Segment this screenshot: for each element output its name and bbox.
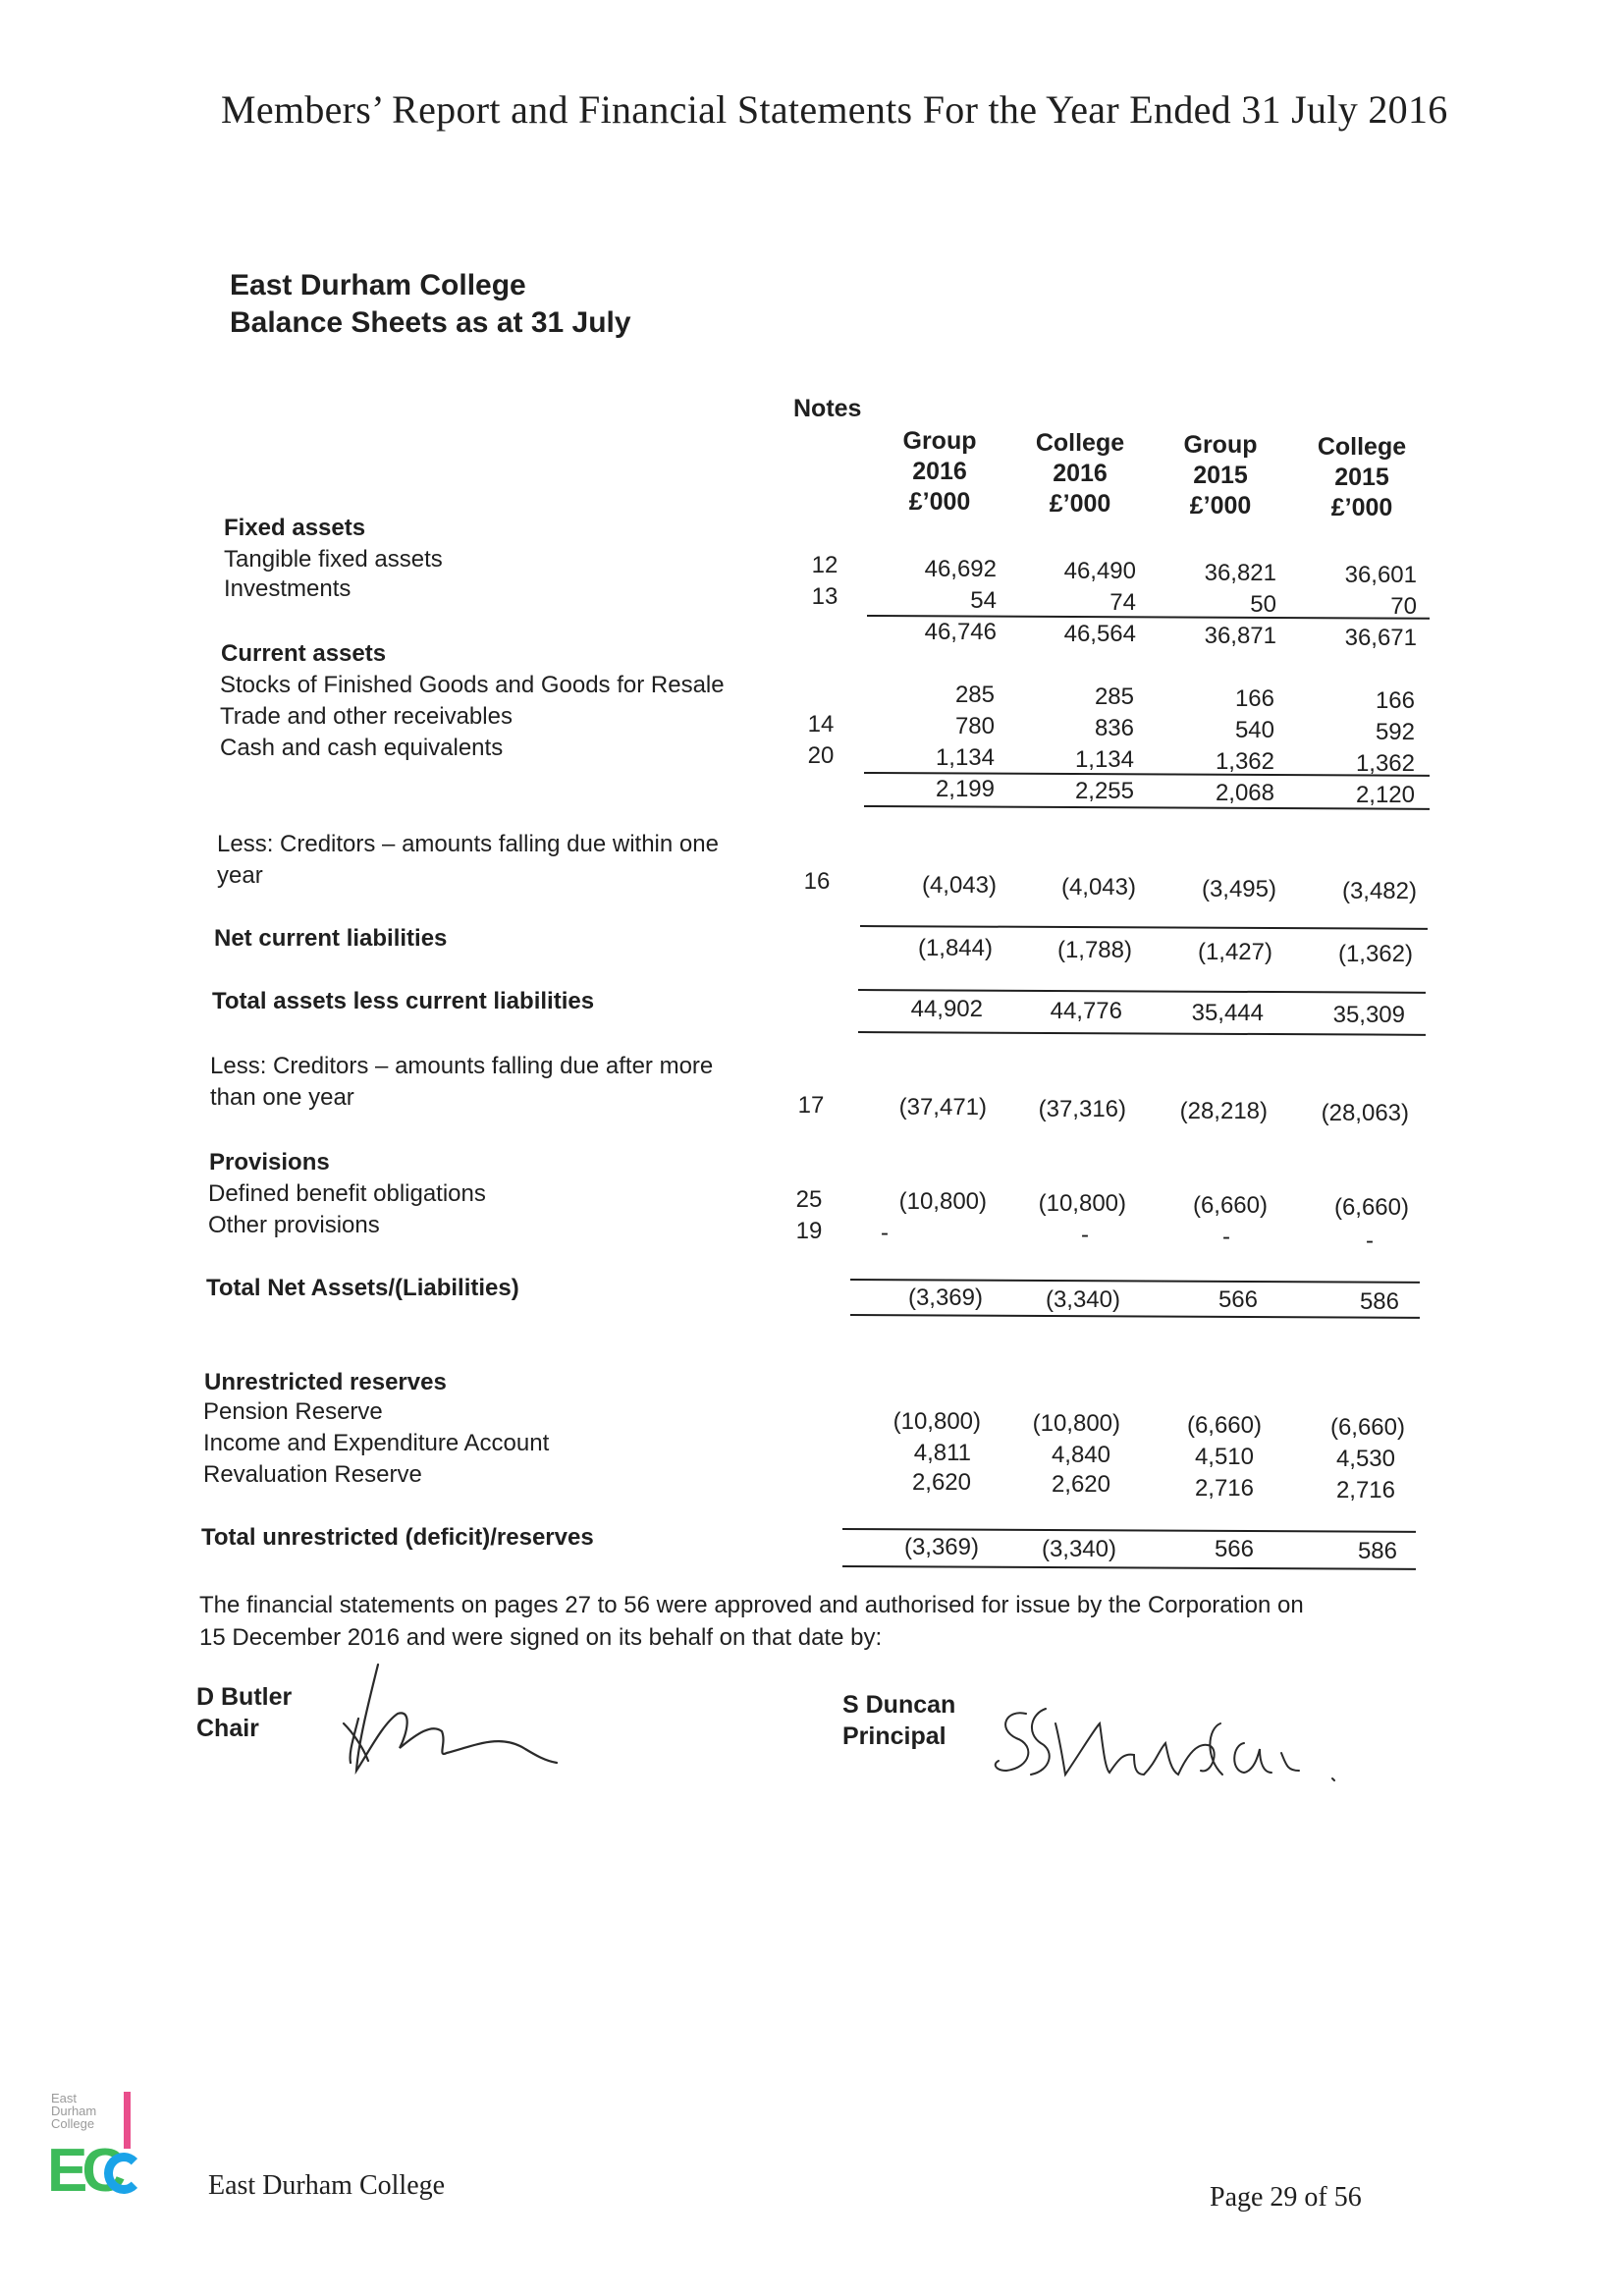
sheet-title: Balance Sheets as at 31 July — [230, 306, 631, 339]
cell-stocks-c16: 285 — [1094, 683, 1134, 710]
cell-defined-benefit-g16: (10,800) — [898, 1188, 987, 1215]
cell-income-exp-c15: 4,530 — [1335, 1446, 1395, 1472]
college-logo — [47, 2091, 165, 2205]
row-note-investments: 13 — [811, 583, 839, 610]
logo-text: East Durham College — [51, 2091, 97, 2131]
cell-current-total-c16: 2,255 — [1074, 778, 1134, 804]
page-header: Members’ Report and Financial Statements For the Year Ended 31 July 2016 — [221, 87, 1448, 132]
cell-investments-c15: 70 — [1390, 593, 1417, 620]
notes-header: Notes — [793, 395, 862, 422]
cell-income-exp-c16: 4,840 — [1051, 1442, 1110, 1468]
row-label-receivables: Trade and other receivables — [220, 703, 513, 730]
cell-other-provisions-c16: - — [1081, 1222, 1089, 1248]
cell-net-current-c16: (1,788) — [1056, 937, 1132, 963]
cell-fixed-total-c15: 36,671 — [1344, 625, 1417, 651]
col-header-college-2015: College 2015 £’000 — [1317, 433, 1407, 521]
row-note-cash: 20 — [807, 742, 835, 769]
cell-creditors-after-c16: (37,316) — [1038, 1096, 1126, 1122]
cell-creditors-after-g15: (28,218) — [1179, 1098, 1268, 1124]
logo-c-icon — [104, 2153, 143, 2194]
col-header-college-2016: College 2016 £’000 — [1035, 429, 1125, 518]
rule-total-unrestricted-under — [842, 1565, 1416, 1570]
rule-total-assets — [858, 989, 1426, 994]
cell-other-provisions-g15: - — [1222, 1224, 1230, 1250]
cell-income-exp-g15: 4,510 — [1194, 1444, 1254, 1470]
row-label-investments: Investments — [224, 575, 352, 602]
cell-total-assets-c16: 44,776 — [1050, 998, 1122, 1024]
cell-pension-g15: (6,660) — [1186, 1412, 1262, 1439]
cell-stocks-g16: 285 — [954, 682, 995, 708]
row-label-creditors-within-2: year — [217, 862, 263, 889]
cell-cash-c16: 1,134 — [1074, 746, 1134, 773]
row-label-creditors-after-2: than one year — [210, 1084, 354, 1111]
section-current-assets: Current assets — [221, 640, 387, 667]
cell-creditors-after-g16: (37,471) — [898, 1094, 987, 1121]
org-title: East Durham College — [230, 269, 526, 301]
cell-total-unrestricted-g16: (3,369) — [903, 1534, 979, 1560]
cell-income-exp-g16: 4,811 — [913, 1440, 971, 1466]
cell-current-total-c15: 2,120 — [1355, 782, 1415, 808]
cell-investments-g15: 50 — [1250, 591, 1276, 618]
cell-cash-g16: 1,134 — [935, 744, 995, 771]
row-label-cash: Cash and cash equivalents — [220, 735, 504, 761]
section-unrestricted: Unrestricted reserves — [204, 1369, 447, 1395]
col-header-group-2016: Group 2016 £’000 — [902, 427, 977, 516]
cell-pension-g16: (10,800) — [893, 1408, 981, 1435]
cell-total-assets-g16: 44,902 — [910, 996, 983, 1022]
cell-current-total-g15: 2,068 — [1215, 780, 1274, 806]
cell-pension-c15: (6,660) — [1329, 1414, 1405, 1441]
cell-cash-c15: 1,362 — [1355, 750, 1415, 777]
cell-investments-g16: 54 — [970, 587, 997, 614]
row-note-creditors-after: 17 — [797, 1092, 825, 1119]
cell-revaluation-g16: 2,620 — [911, 1469, 971, 1496]
row-label-total-net: Total Net Assets/(Liabilities) — [206, 1275, 519, 1301]
cell-total-unrestricted-g15: 566 — [1214, 1536, 1254, 1562]
cell-creditors-within-g15: (3,495) — [1201, 876, 1276, 902]
cell-revaluation-c15: 2,716 — [1335, 1477, 1395, 1503]
cell-creditors-within-c16: (4,043) — [1060, 874, 1136, 901]
footer-page-number: Page 29 of 56 — [1210, 2182, 1362, 2213]
cell-other-provisions-g16: - — [881, 1220, 889, 1246]
row-label-pension: Pension Reserve — [203, 1398, 383, 1425]
cell-defined-benefit-c16: (10,800) — [1038, 1190, 1126, 1217]
cell-tangible-g16: 46,692 — [924, 556, 997, 582]
footer-org: East Durham College — [208, 2170, 446, 2201]
approval-paragraph: The financial statements on pages 27 to 56 were approved and authorised for issue by the Corporation on 15 December 2016 and were signed on its behalf on that date by: — [199, 1592, 1304, 1651]
cell-revaluation-g15: 2,716 — [1194, 1475, 1254, 1502]
signature-chair — [329, 1655, 565, 1782]
section-fixed-assets: Fixed assets — [224, 515, 366, 541]
cell-total-assets-c15: 35,309 — [1332, 1002, 1405, 1028]
cell-net-current-g16: (1,844) — [917, 935, 993, 961]
row-label-creditors-after-1: Less: Creditors – amounts falling due after more — [210, 1053, 714, 1079]
cell-receivables-g16: 780 — [954, 713, 995, 739]
cell-stocks-g15: 166 — [1234, 685, 1274, 712]
cell-tangible-g15: 36,821 — [1204, 560, 1276, 586]
cell-total-net-c16: (3,340) — [1045, 1286, 1120, 1313]
cell-creditors-after-c15: (28,063) — [1321, 1100, 1409, 1126]
row-label-income-exp: Income and Expenditure Account — [203, 1430, 550, 1456]
cell-receivables-g15: 540 — [1234, 717, 1274, 743]
section-provisions: Provisions — [209, 1149, 330, 1175]
row-label-tangible: Tangible fixed assets — [224, 546, 443, 573]
rule-net-current — [860, 925, 1428, 930]
row-label-creditors-within-1: Less: Creditors – amounts falling due within one — [217, 831, 719, 857]
cell-defined-benefit-c15: (6,660) — [1333, 1194, 1409, 1221]
logo-bar-icon — [124, 2092, 131, 2149]
row-label-defined-benefit: Defined benefit obligations — [208, 1180, 486, 1207]
cell-creditors-within-c15: (3,482) — [1341, 878, 1417, 904]
cell-current-total-g16: 2,199 — [935, 776, 995, 802]
cell-defined-benefit-g15: (6,660) — [1192, 1192, 1268, 1219]
row-label-stocks: Stocks of Finished Goods and Goods for Resale — [220, 672, 725, 698]
row-note-receivables: 14 — [807, 711, 835, 738]
cell-investments-c16: 74 — [1109, 589, 1136, 616]
row-label-revaluation: Revaluation Reserve — [203, 1461, 422, 1488]
cell-fixed-total-c16: 46,564 — [1063, 621, 1136, 647]
cell-pension-c16: (10,800) — [1032, 1410, 1120, 1437]
cell-net-current-g15: (1,427) — [1197, 939, 1272, 965]
cell-receivables-c16: 836 — [1094, 715, 1134, 741]
rule-total-unrestricted — [842, 1528, 1416, 1533]
cell-revaluation-c16: 2,620 — [1051, 1471, 1110, 1498]
cell-fixed-total-g16: 46,746 — [924, 619, 997, 645]
cell-total-net-g15: 566 — [1217, 1286, 1258, 1313]
cell-cash-g15: 1,362 — [1215, 748, 1274, 775]
row-note-defined-benefit: 25 — [795, 1186, 823, 1213]
signatory-principal: S Duncan Principal — [842, 1691, 956, 1750]
col-header-group-2015: Group 2015 £’000 — [1183, 431, 1258, 519]
cell-total-unrestricted-c15: 586 — [1357, 1538, 1397, 1564]
cell-fixed-total-g15: 36,871 — [1204, 623, 1276, 649]
cell-total-assets-g15: 35,444 — [1191, 1000, 1264, 1026]
row-label-total-unrestricted: Total unrestricted (deficit)/reserves — [201, 1524, 594, 1551]
rule-total-assets-under — [858, 1031, 1426, 1036]
cell-other-provisions-c15: - — [1366, 1228, 1374, 1254]
signatory-chair: D Butler Chair — [196, 1683, 293, 1742]
cell-stocks-c15: 166 — [1375, 687, 1415, 714]
cell-total-unrestricted-c16: (3,340) — [1041, 1536, 1116, 1562]
cell-receivables-c15: 592 — [1375, 719, 1415, 745]
row-label-net-current: Net current liabilities — [214, 925, 448, 952]
row-note-tangible: 12 — [811, 552, 839, 578]
signature-principal — [987, 1684, 1380, 1802]
rule-total-net — [850, 1279, 1420, 1284]
cell-net-current-c15: (1,362) — [1337, 941, 1413, 967]
row-label-other-provisions: Other provisions — [208, 1212, 380, 1238]
cell-total-net-g16: (3,369) — [907, 1285, 983, 1311]
row-note-other-provisions: 19 — [795, 1218, 823, 1244]
cell-creditors-within-g16: (4,043) — [921, 872, 997, 899]
cell-tangible-c16: 46,490 — [1063, 558, 1136, 584]
cell-total-net-c15: 586 — [1359, 1288, 1399, 1315]
row-label-total-assets: Total assets less current liabilities — [212, 988, 595, 1014]
row-note-creditors-within: 16 — [803, 868, 831, 895]
logo-mark: EC — [47, 2137, 121, 2205]
cell-tangible-c15: 36,601 — [1344, 562, 1417, 588]
